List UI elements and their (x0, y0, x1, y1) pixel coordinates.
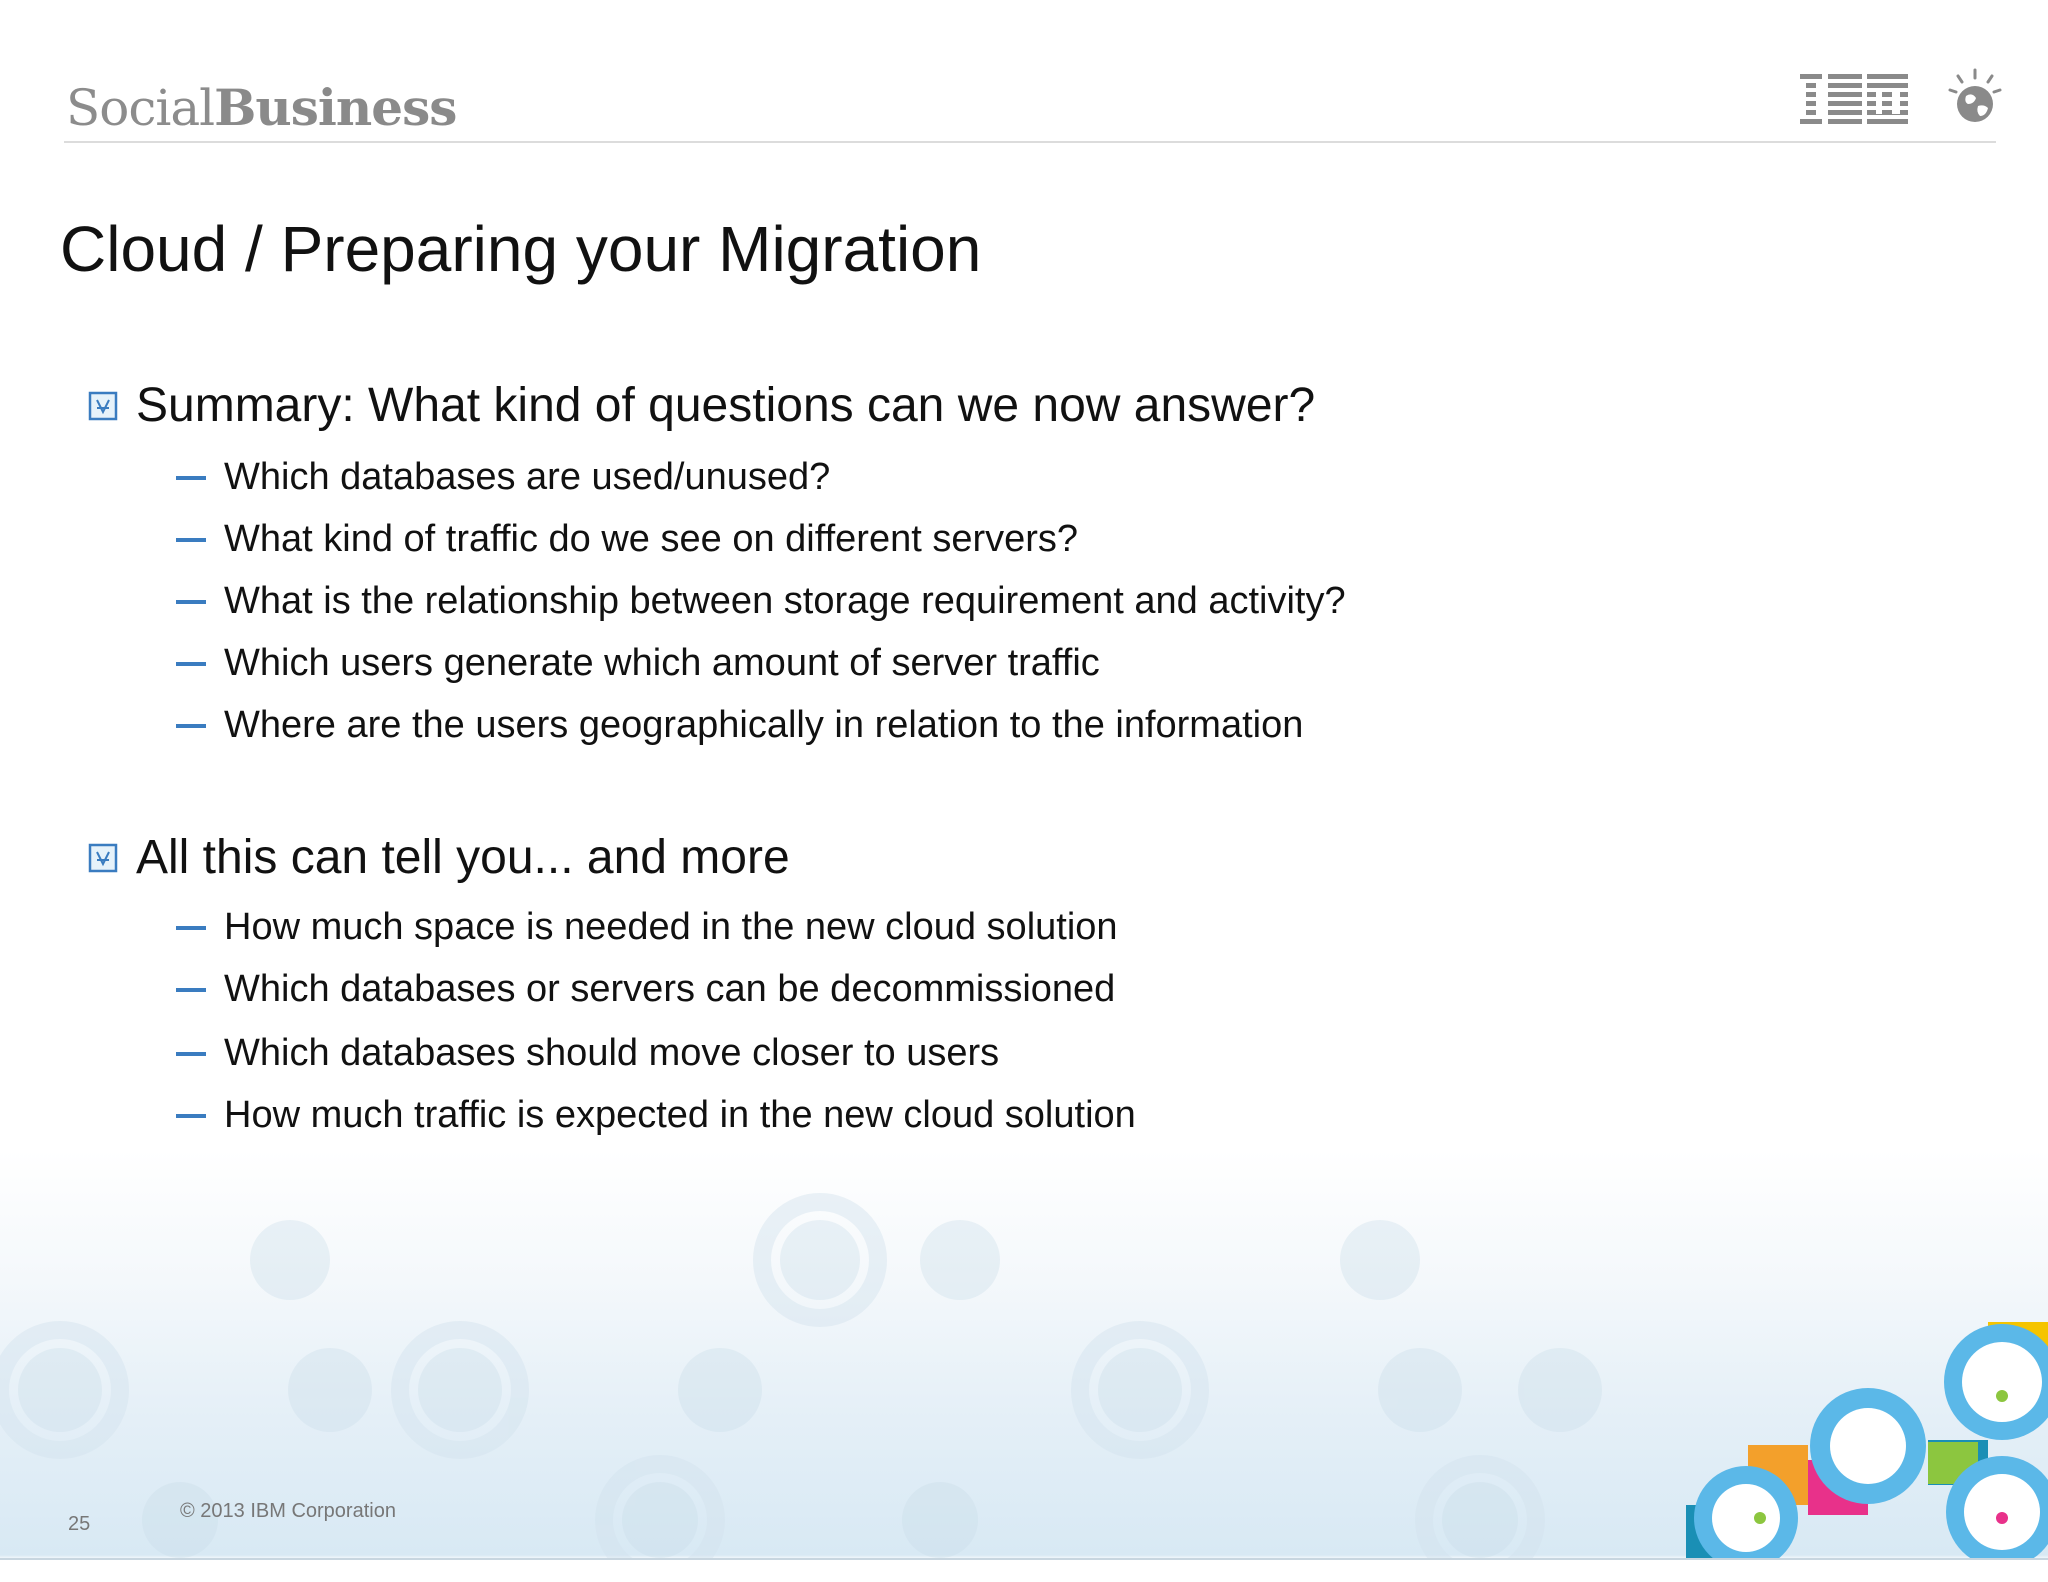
list-item: Which databases are used/unused? (176, 456, 830, 499)
dash-icon (176, 926, 206, 930)
section-heading-text: Summary: What kind of questions can we now answer? (136, 379, 1316, 432)
dash-icon (176, 476, 206, 480)
dash-icon (176, 988, 206, 992)
ibm-logo (1800, 72, 1908, 124)
list-item: Where are the users geographically in relation to the information (176, 704, 1303, 747)
list-item: Which databases or servers can be decommissioned (176, 968, 1115, 1011)
section-heading-text: All this can tell you... and more (136, 831, 790, 884)
smarter-planet-globe-icon (1944, 66, 2006, 128)
dash-icon (176, 1052, 206, 1056)
list-item: How much traffic is expected in the new cloud solution (176, 1094, 1136, 1137)
brand-bold: Business (214, 78, 457, 137)
list-item: How much space is needed in the new cloud solution (176, 906, 1118, 949)
section-heading (88, 830, 790, 885)
footer-divider (0, 1558, 2048, 1560)
dash-icon (176, 538, 206, 542)
slide-title: Cloud / Preparing your Migration (60, 213, 982, 285)
section-heading (88, 378, 1315, 433)
list-item: Which databases should move closer to users (176, 1032, 999, 1075)
list-item: What kind of traffic do we see on different servers? (176, 518, 1078, 561)
dash-icon (176, 724, 206, 728)
list-item: What is the relationship between storage requirement and activity? (176, 580, 1346, 623)
copyright: © 2013 IBM Corporation (180, 1500, 396, 1522)
brand-wordmark (66, 78, 456, 137)
header-divider (64, 141, 1996, 143)
list-item: Which users generate which amount of server traffic (176, 642, 1100, 685)
dash-icon (176, 1114, 206, 1118)
decorative-pattern (0, 1150, 2048, 1560)
bullet-icon (88, 843, 118, 873)
bullet-icon (88, 391, 118, 421)
dash-icon (176, 600, 206, 604)
dash-icon (176, 662, 206, 666)
brand-light: Social (66, 79, 215, 137)
page-number: 25 (68, 1513, 91, 1535)
